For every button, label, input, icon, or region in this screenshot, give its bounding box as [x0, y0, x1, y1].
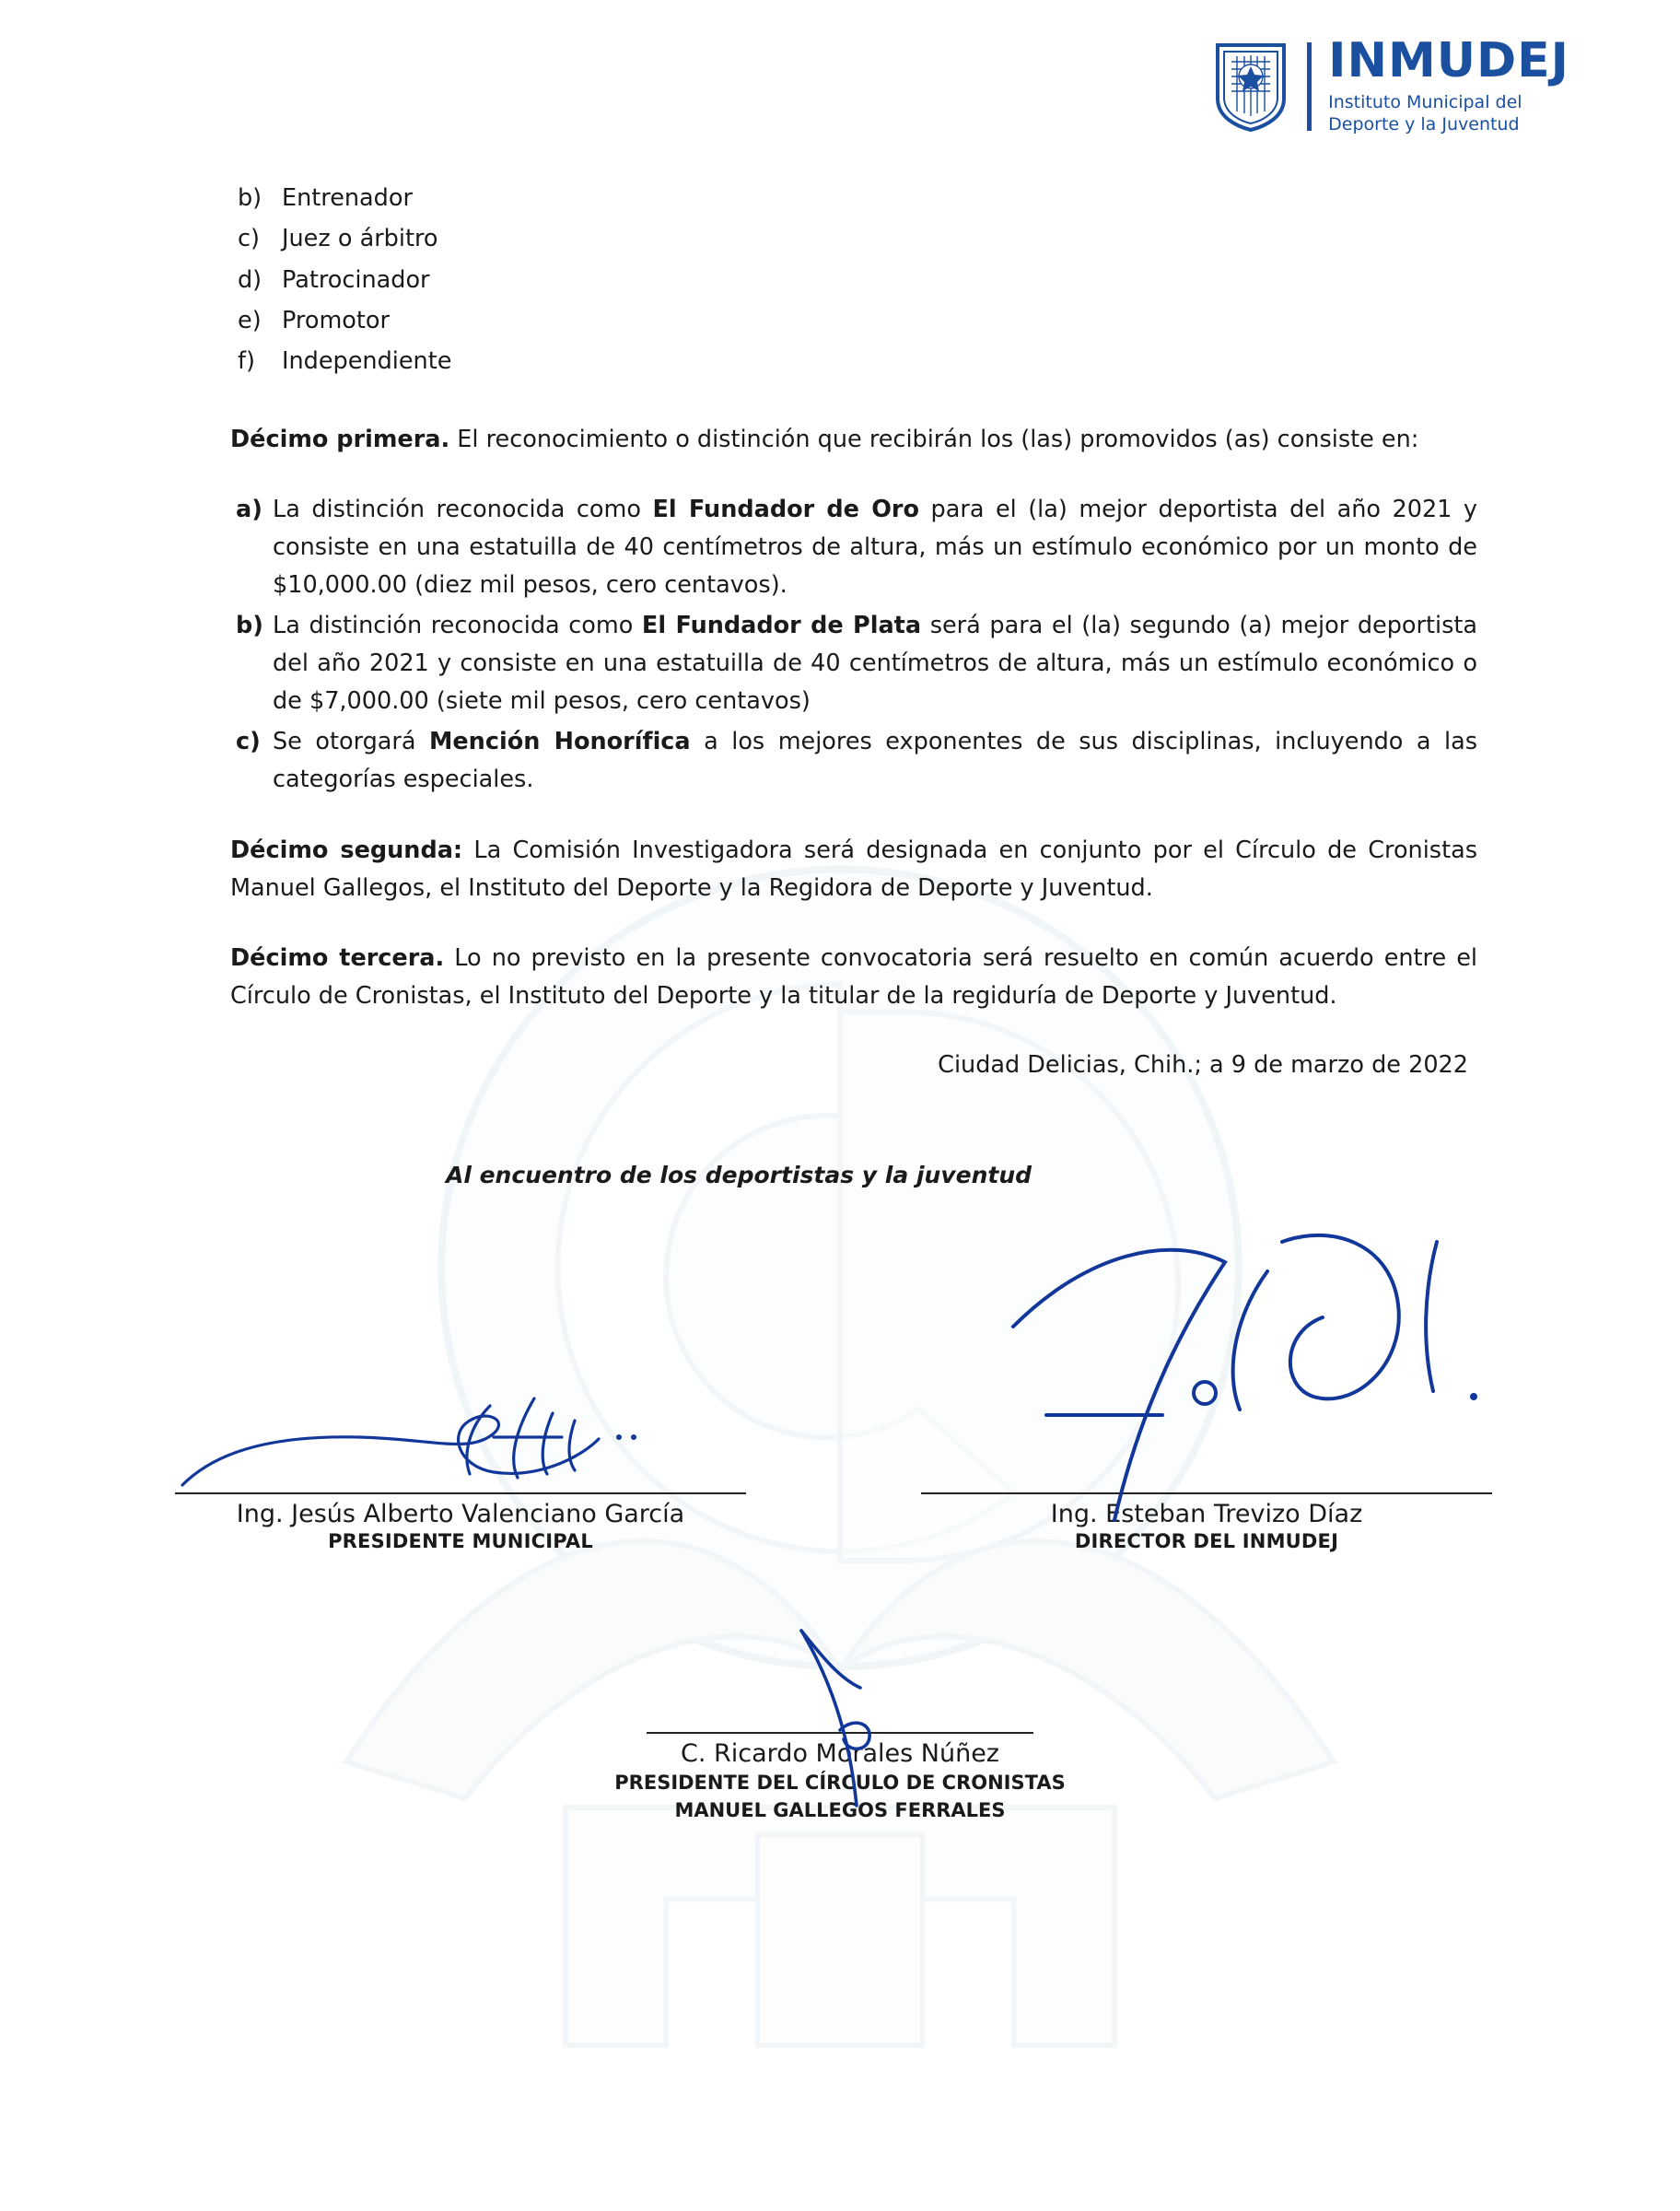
clause-decimo-primera — [230, 421, 1477, 459]
clause-decimo-tercera — [230, 940, 1477, 1016]
clause-label: Décimo primera. — [230, 426, 450, 454]
document-header — [1213, 33, 1569, 136]
list-text: Independiente — [282, 347, 452, 376]
brand-subtitle-line-2: Deporte y la Juventud — [1328, 113, 1520, 135]
list-text — [273, 607, 1477, 721]
clause-text: El reconocimiento o distinción que recibirán los (las) promovidos (as) consiste en: — [449, 426, 1419, 454]
list-marker: c) — [236, 727, 261, 755]
list-text: Entrenador — [282, 184, 413, 212]
signature-block-right — [921, 1492, 1492, 1552]
list-marker: e) — [238, 306, 262, 334]
list-item — [230, 723, 1477, 800]
list-marker: b) — [236, 611, 263, 639]
clause-label: Décimo segunda: — [230, 836, 463, 865]
list-item — [230, 491, 1477, 605]
list-text: Patrocinador — [282, 265, 430, 294]
signature-line — [175, 1492, 746, 1494]
brand-title: INMUDEJ — [1328, 33, 1569, 88]
award-text-pre: La distinción reconocida como — [273, 611, 642, 639]
signer-name: Ing. Esteban Trevizo Díaz — [1050, 1500, 1363, 1528]
awards-list — [230, 491, 1477, 799]
list-marker: f) — [238, 347, 255, 376]
signature-row — [175, 1492, 1492, 1552]
award-text-pre: La distinción reconocida como — [273, 495, 653, 523]
roles-list — [230, 180, 1477, 380]
clause-label: Décimo tercera. — [230, 943, 445, 972]
municipal-crest-icon — [1213, 41, 1289, 132]
place-and-date: Ciudad Delicias, Chih.; a 9 de marzo de 2022 — [938, 1051, 1468, 1080]
list-item — [230, 343, 1477, 380]
signer-name: C. Ricardo Morales Núñez — [681, 1739, 999, 1768]
signature-line — [921, 1492, 1492, 1494]
signature-line — [647, 1732, 1033, 1734]
award-name: El Fundador de Oro — [652, 495, 920, 523]
list-text — [273, 491, 1477, 605]
award-name: Mención Honorífica — [429, 727, 691, 755]
clause-text: Lo no previsto en la presente convocatoria será resuelto en común acuerdo entre el Círculo de Cronistas, el Instituto del Deporte y la titular de la regiduría de Deporte y Juventud. — [230, 943, 1478, 1011]
award-text-post: será para el (la) segundo (a) mejor deportista del año 2021 y consiste en una estatuilla de 40 centímetros de altura, más un estímulo económico o de $7,000.00 (siete mil pesos, cero centavos) — [273, 611, 1477, 716]
clause-text: La Comisión Investigadora será designada en conjunto por el Círculo de Cronistas Manuel Gallegos, el Instituto del Deporte y la Regidora de Deporte y Juventud. — [230, 836, 1477, 903]
list-item — [230, 180, 1477, 217]
list-item — [230, 607, 1477, 721]
list-marker: d) — [238, 265, 262, 294]
list-text — [273, 723, 1477, 800]
signer-role-line-1: PRESIDENTE DEL CÍRCULO DE CRONISTAS — [614, 1772, 1066, 1794]
signature-block-center — [554, 1732, 1126, 1824]
signer-role: DIRECTOR DEL INMUDEJ — [1074, 1530, 1339, 1552]
list-item — [230, 220, 1477, 258]
award-name: El Fundador de Plata — [641, 611, 922, 639]
signer-role-line-2: MANUEL GALLEGOS FERRALES — [674, 1799, 1006, 1822]
list-marker: c) — [238, 225, 260, 253]
brand-subtitle-line-1: Instituto Municipal del — [1328, 92, 1522, 112]
award-text-pre: Se otorgará — [273, 727, 430, 755]
brand-divider — [1307, 42, 1312, 131]
slogan: Al encuentro de los deportistas y la juventud — [445, 1161, 1032, 1188]
list-item — [230, 262, 1477, 299]
list-marker: b) — [238, 184, 262, 212]
list-item — [230, 302, 1477, 340]
list-text: Promotor — [282, 306, 390, 334]
list-text: Juez o árbitro — [282, 225, 438, 253]
signer-role: PRESIDENTE MUNICIPAL — [328, 1530, 593, 1552]
award-text-post: para el (la) mejor deportista del año 2021 y consiste en una estatuilla de 40 centímetros de altura, más un estímulo económico por un monto de $10,000.00 (diez mil pesos, cero centavos). — [273, 495, 1477, 600]
award-text-post: a los mejores exponentes de sus disciplinas, incluyendo a las categorías especiales. — [273, 727, 1477, 793]
list-marker: a) — [236, 495, 262, 523]
document-body — [230, 180, 1477, 1194]
signature-block-left — [175, 1492, 746, 1552]
signer-name: Ing. Jesús Alberto Valenciano García — [236, 1500, 685, 1528]
clause-decimo-segunda — [230, 832, 1477, 908]
